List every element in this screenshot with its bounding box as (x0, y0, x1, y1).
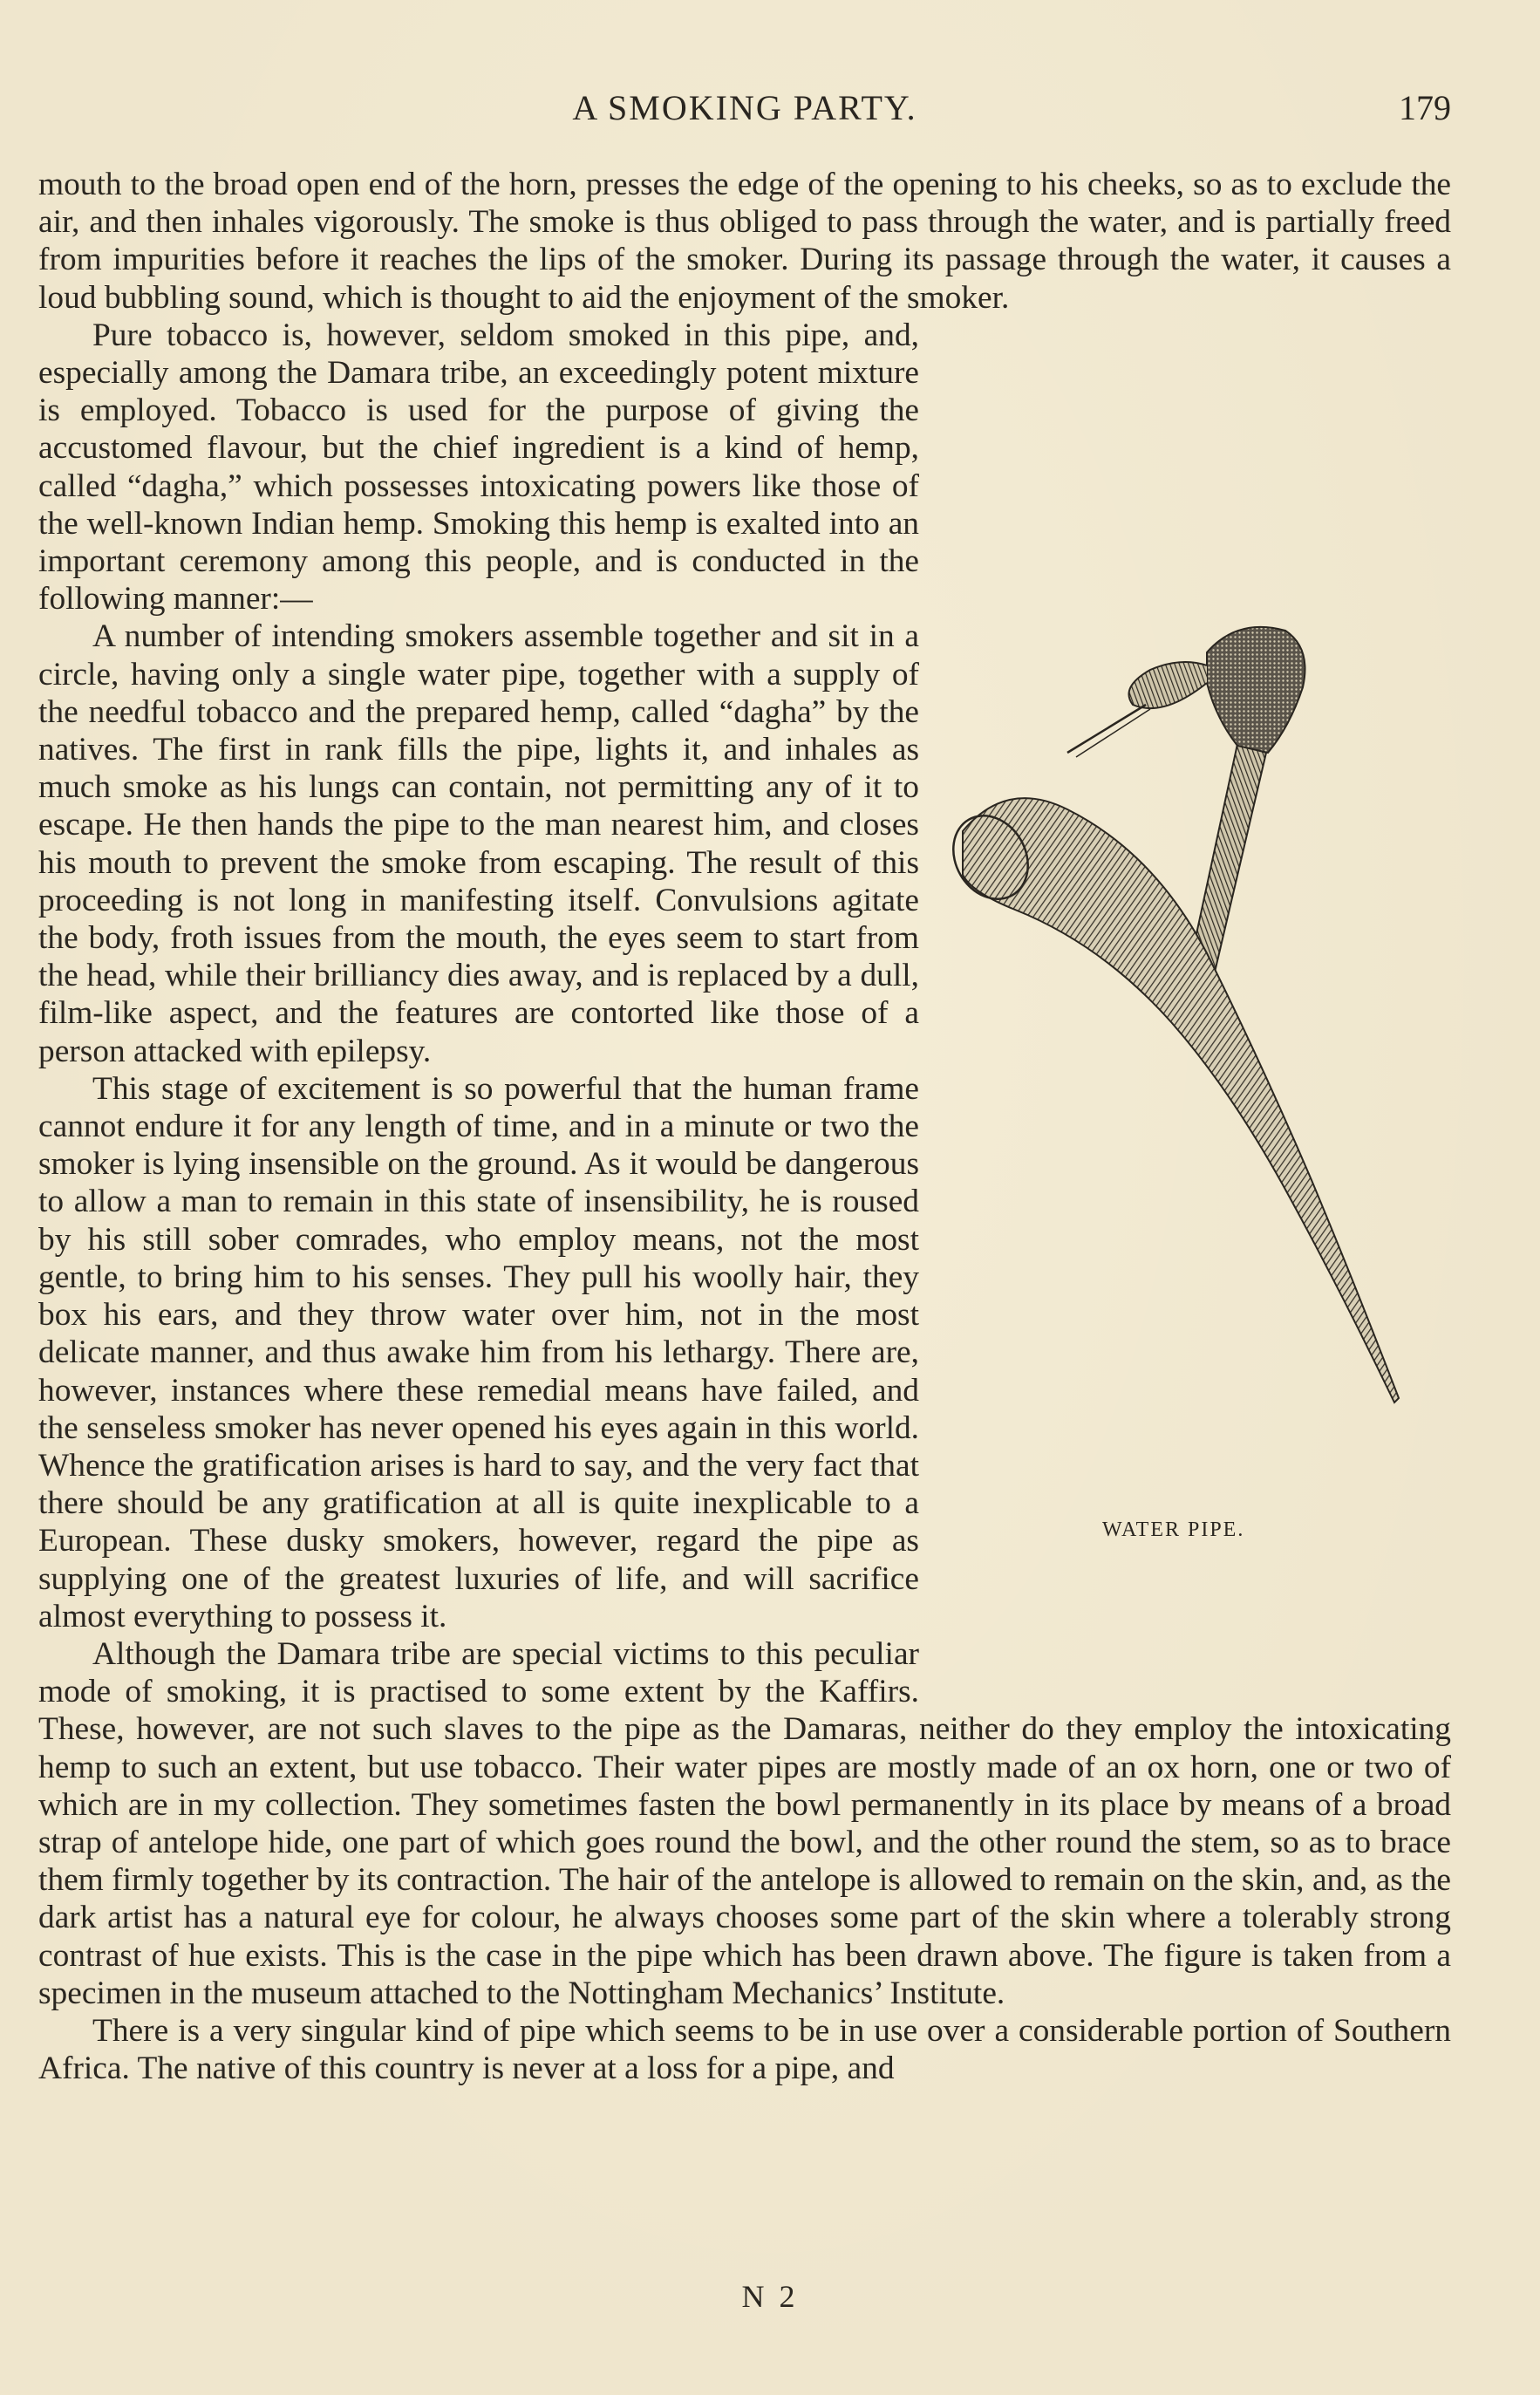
paragraph: mouth to the broad open end of the horn, presses the edge of the opening to his cheeks, so as to exclude the air, and then inhales vigorously. The smoke is thus obliged to pass through the water, and is partially freed from impurities before it reaches the lips of the smoker. During its passage through the water, it causes a loud bubbling sound, which is thought to aid the enjoyment of the smoker. (38, 167, 1451, 316)
paragraph: Although the Damara tribe are special victims to this peculiar mode of smoking, it is practised to some extent by the Kaffirs. These, however, are not such slaves to the pipe as the Damaras, neither do they employ the intoxicating hemp to such an extent, but use tobacco. Their water pipes are mostly made of an ox horn, one or two of which are in my collection. They sometimes fasten the bowl permanently in its place by means of a broad strap of antelope hide, one part of which goes round the bowl, and the other round the stem, so as to brace them firmly together by its contraction. The hair of the antelope is allowed to remain on the skin, and, as the dark artist has a natural eye for colour, he always chooses some part of the skin where a tolerably strong contrast of hue exists. This is the case in the pipe which has been drawn above. The figure is taken from a specimen in the museum attached to the Nottingham Mechanics’ Institute. (38, 1635, 1451, 2011)
water-pipe-icon (945, 622, 1451, 1494)
paragraph: Pure tobacco is, however, seldom smoked in this pipe, and, especially among the Damara tribe, an exceedingly potent mixture is employed. Tobacco is used for the purpose of giving the accustomed flavour, but the chief ingredient is a kind of hemp, called “dagha,” which possesses intoxicating powers like those of the well-known Indian hemp. Smoking this hemp is exalted into an important ceremony among this people, and is conducted in the following manner:— (38, 317, 919, 618)
paragraph: There is a very singular kind of pipe which seems to be in use over a considerable portion of Southern Africa. The native of this country is never at a loss for a pipe, and (38, 2012, 1451, 2087)
body-text (38, 166, 1451, 2087)
page-header (38, 87, 1451, 140)
paragraph: A number of intending smokers assemble together and sit in a circle, having only a single water pipe, together with a supply of the needful tobacco and the prepared hemp, called “dagha” by the natives. The first in rank fills the pipe, lights it, and inhales as much smoke as his lungs can contain, not permitting any of it to escape. He then hands the pipe to the man nearest him, and closes his mouth to prevent the smoke from escaping. The result of this proceeding is not long in manifesting itself. Convulsions agitate the body, froth issues from the mouth, the eyes seem to start from the head, while their brilliancy dies away, and is replaced by a dull, film-like aspect, and the features are contorted like those of a person attacked with epilepsy. (38, 618, 919, 1069)
figure-caption: WATER PIPE. (1102, 1518, 1245, 1541)
water-pipe-figure (945, 622, 1451, 1668)
page-number: 179 (1399, 88, 1451, 127)
paragraph: This stage of excitement is so powerful that the human frame cannot endure it for any length of time, and in a minute or two the smoker is lying insensible on the ground. As it would be dangerous to allow a man to remain in this state of insensibility, he is roused by his still sober comrades, who employ means, not the most gentle, to bring him to his senses. They pull his woolly hair, they box his ears, and they throw water over him, not in the most delicate manner, and thus awake him from his lethargy. There are, however, instances where these remedial means have failed, and the senseless smoker has never opened his eyes again in this world. Whence the gratification arises is hard to say, and the very fact that there should be any gratification at all is quite inexplicable to a European. These dusky smokers, however, regard the pipe as supplying one of the greatest luxuries of life, and will sacrifice almost everything to possess it. (38, 1070, 919, 1634)
signature-mark: N 2 (741, 2279, 799, 2314)
running-title: A SMOKING PARTY. (572, 88, 917, 127)
